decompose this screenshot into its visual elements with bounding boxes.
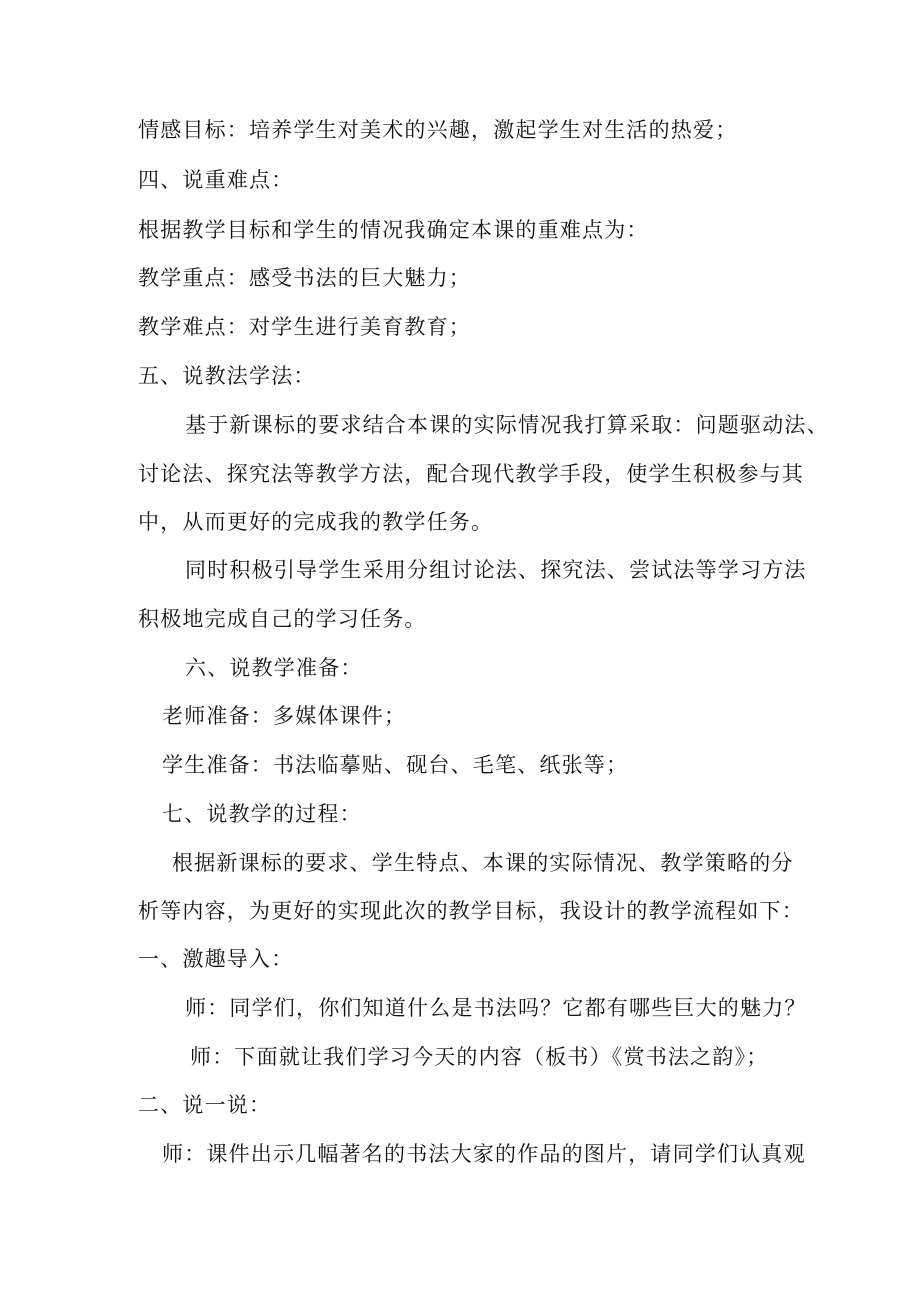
text-line: 讨论法、探究法等教学方法，配合现代教学手段，使学生积极参与其 xyxy=(138,462,804,486)
text-line: 教学重点：感受书法的巨大魅力； xyxy=(138,266,471,290)
text-line: 师：同学们，你们知道什么是书法吗？它都有哪些巨大的魅力？ xyxy=(185,996,807,1020)
text-line: 情感目标：培养学生对美术的兴趣，激起学生对生活的热爱； xyxy=(138,118,738,142)
section-heading: 五、说教法学法： xyxy=(138,364,316,388)
text-line: 中，从而更好的完成我的教学任务。 xyxy=(138,510,494,534)
section-heading: 二、说一说： xyxy=(138,1093,272,1117)
text-line: 同时积极引导学生采用分组讨论法、探究法、尝试法等学习方法 xyxy=(185,558,807,582)
section-heading: 一、激趣导入： xyxy=(138,947,294,971)
text-line: 基于新课标的要求结合本课的实际情况我打算采取：问题驱动法、 xyxy=(185,413,829,437)
section-heading: 四、说重难点： xyxy=(138,168,294,192)
section-heading: 七、说教学的过程： xyxy=(162,802,362,826)
text-line: 老师准备：多媒体课件； xyxy=(162,704,407,728)
text-line: 根据教学目标和学生的情况我确定本课的重难点为： xyxy=(138,218,649,242)
text-line: 根据新课标的要求、学生特点、本课的实际情况、教学策略的分 xyxy=(172,851,794,875)
section-heading: 六、说教学准备： xyxy=(185,656,363,680)
text-line: 学生准备：书法临摹贴、砚台、毛笔、纸张等； xyxy=(162,753,629,777)
text-line: 师：下面就让我们学习今天的内容（板书）《赏书法之韵》； xyxy=(190,1045,769,1069)
text-line: 教学难点：对学生进行美育教育； xyxy=(138,315,471,339)
text-line: 师：课件出示几幅著名的书法大家的作品的图片，请同学们认真观 xyxy=(162,1142,806,1166)
text-line: 积极地完成自己的学习任务。 xyxy=(138,607,427,631)
text-line: 析等内容，为更好的实现此次的教学目标，我设计的教学流程如下： xyxy=(138,899,804,923)
